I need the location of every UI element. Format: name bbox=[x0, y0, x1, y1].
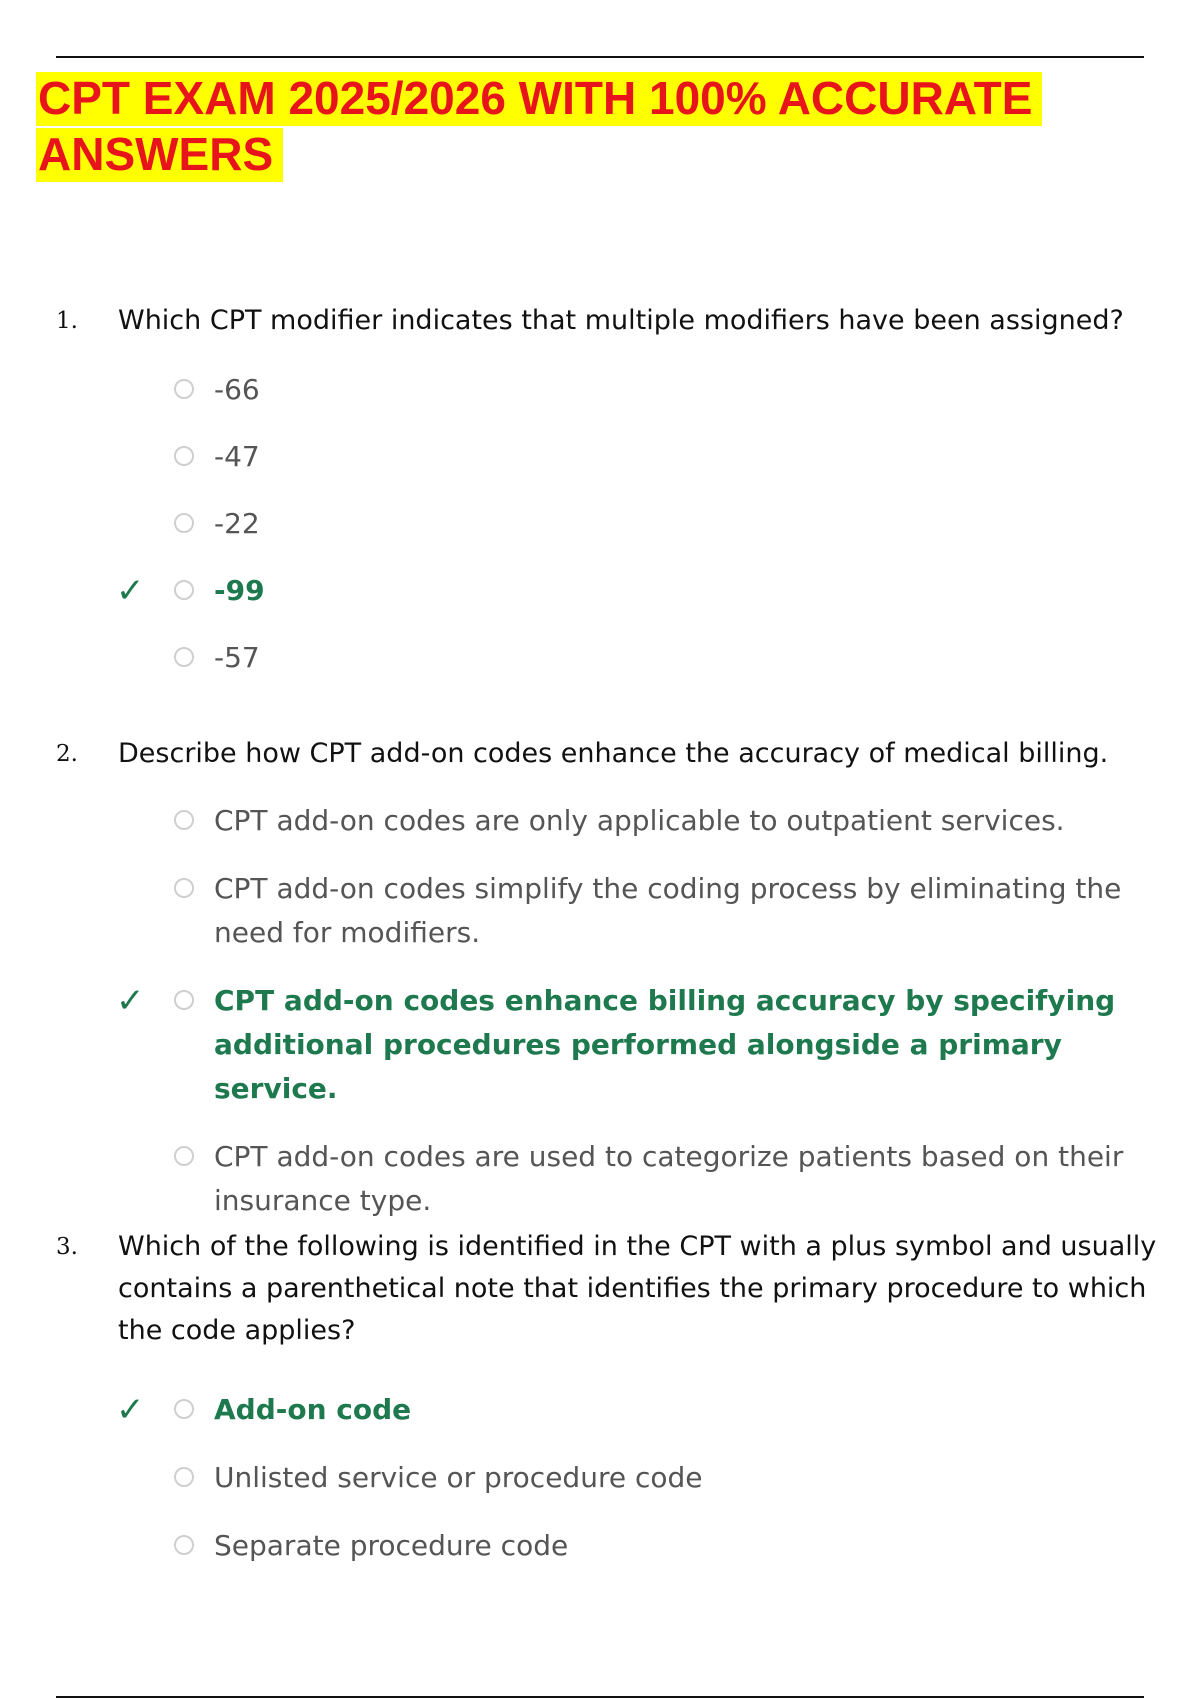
answer-option[interactable] bbox=[56, 1135, 1166, 1223]
question-text: Which CPT modifier indicates that multiple modifiers have been assigned? bbox=[118, 305, 1124, 336]
question-3 bbox=[56, 1226, 1166, 1568]
answer-option-correct[interactable] bbox=[56, 1388, 1166, 1432]
document-title bbox=[36, 70, 1166, 182]
question-text: Which of the following is identified in the CPT with a plus symbol and usually contains a parenthetical note that identifies the primary procedure to which the code applies? bbox=[118, 1231, 1157, 1346]
question-stem bbox=[56, 733, 1166, 775]
answer-option-correct[interactable] bbox=[56, 979, 1166, 1111]
answer-option[interactable] bbox=[56, 1456, 1166, 1500]
answer-options bbox=[56, 799, 1166, 1223]
radio-circle-icon[interactable] bbox=[174, 1146, 194, 1166]
answer-options bbox=[56, 368, 1166, 680]
answer-label: CPT add-on codes are used to categorize patients based on their insurance type. bbox=[214, 1140, 1124, 1217]
question-number: 1. bbox=[56, 308, 78, 334]
answer-label: Unlisted service or procedure code bbox=[214, 1461, 703, 1494]
radio-circle-icon[interactable] bbox=[174, 379, 194, 399]
radio-circle-icon[interactable] bbox=[174, 990, 194, 1010]
radio-circle-icon[interactable] bbox=[174, 1399, 194, 1419]
answer-label: CPT add-on codes enhance billing accuracy by specifying additional procedures performed alongside a primary service. bbox=[214, 984, 1116, 1105]
answer-option-correct[interactable] bbox=[56, 569, 1166, 613]
question-1 bbox=[56, 300, 1166, 680]
radio-circle-icon[interactable] bbox=[174, 878, 194, 898]
radio-circle-icon[interactable] bbox=[174, 513, 194, 533]
document-title-text: CPT EXAM 2025/2026 WITH 100% ACCURATE ANSWERS bbox=[36, 72, 1042, 182]
radio-circle-icon[interactable] bbox=[174, 580, 194, 600]
checkmark-icon: ✓ bbox=[116, 1390, 145, 1430]
answer-label: CPT add-on codes are only applicable to outpatient services. bbox=[214, 804, 1065, 837]
answer-label: -66 bbox=[214, 373, 260, 406]
answer-option[interactable] bbox=[56, 1524, 1166, 1568]
bottom-divider bbox=[56, 1696, 1144, 1698]
answer-label: -47 bbox=[214, 440, 260, 473]
answer-label: -99 bbox=[214, 574, 265, 607]
answer-label: -22 bbox=[214, 507, 260, 540]
radio-circle-icon[interactable] bbox=[174, 810, 194, 830]
answer-option[interactable] bbox=[56, 502, 1166, 546]
radio-circle-icon[interactable] bbox=[174, 647, 194, 667]
answer-label: CPT add-on codes simplify the coding process by eliminating the need for modifiers. bbox=[214, 872, 1122, 949]
checkmark-icon: ✓ bbox=[116, 981, 145, 1021]
answer-label: -57 bbox=[214, 641, 260, 674]
radio-circle-icon[interactable] bbox=[174, 446, 194, 466]
question-number: 3. bbox=[56, 1234, 78, 1260]
checkmark-icon: ✓ bbox=[116, 571, 145, 611]
answer-option[interactable] bbox=[56, 368, 1166, 412]
answer-option[interactable] bbox=[56, 435, 1166, 479]
answer-option[interactable] bbox=[56, 799, 1166, 843]
top-divider bbox=[56, 56, 1144, 58]
question-stem bbox=[56, 1226, 1166, 1352]
question-stem bbox=[56, 300, 1166, 342]
answer-options bbox=[56, 1388, 1166, 1568]
question-text: Describe how CPT add-on codes enhance the accuracy of medical billing. bbox=[118, 738, 1109, 769]
radio-circle-icon[interactable] bbox=[174, 1535, 194, 1555]
answer-label: Separate procedure code bbox=[214, 1529, 569, 1562]
answer-option[interactable] bbox=[56, 867, 1166, 955]
answer-option[interactable] bbox=[56, 636, 1166, 680]
radio-circle-icon[interactable] bbox=[174, 1467, 194, 1487]
question-number: 2. bbox=[56, 741, 78, 767]
answer-label: Add-on code bbox=[214, 1393, 412, 1426]
question-2 bbox=[56, 733, 1166, 1223]
